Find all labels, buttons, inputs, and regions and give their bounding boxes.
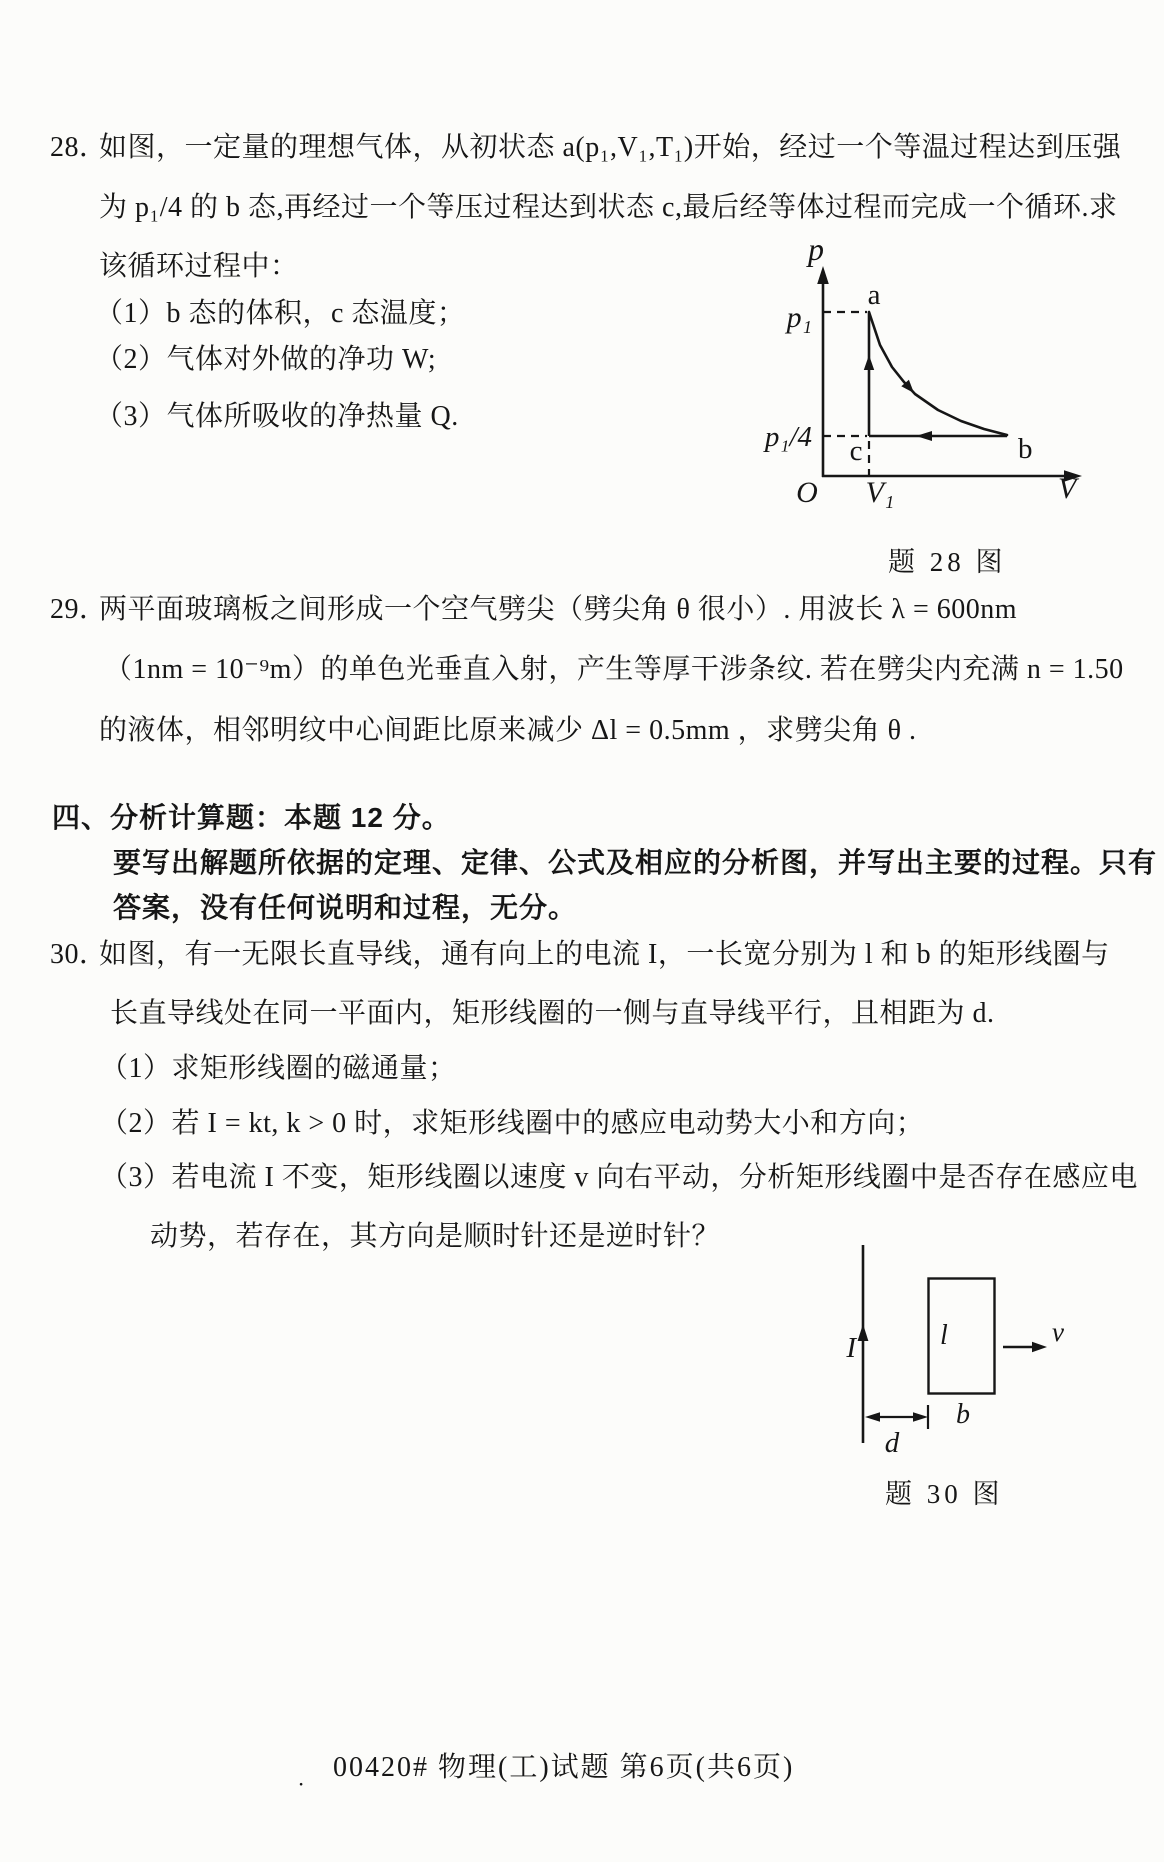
q28-line-2: 为 p₁/4 的 b 态,再经过一个等压过程达到状态 c,最后经等体过程而完成一个循环.求 <box>99 192 1118 223</box>
section4-note-1: 要写出解题所依据的定理、定律、公式及相应的分析图，并写出主要的过程。只有 <box>113 847 1158 878</box>
process-bc-arrowhead-icon <box>916 431 932 441</box>
q28-item-2: （2）气体对外做的净功 W; <box>95 344 437 375</box>
section4-heading: 四、分析计算题：本题 12 分。 <box>52 802 451 833</box>
q29-line-3: 的液体，相邻明纹中心间距比原来减少 Δl = 0.5mm ，求劈尖角 θ . <box>99 715 917 746</box>
p-axis-arrowhead-icon <box>817 266 829 284</box>
current-arrowhead-icon <box>858 1324 869 1341</box>
state-a-label: a <box>867 279 881 311</box>
section4-note-2: 答案，没有任何说明和过程，无分。 <box>113 892 578 923</box>
q29-line-2: （1nm = 10⁻⁹m）的单色光垂直入射，产生等厚干涉条纹. 若在劈尖内充满 n = 1.50 <box>104 654 1124 685</box>
q30-item-3b: 动势，若存在，其方向是顺时针还是逆时针？ <box>150 1221 721 1252</box>
p-axis-label: p <box>808 231 824 267</box>
q30-item-3a: （3）若电流 I 不变，矩形线圈以速度 v 向右平动，分析矩形线圈中是否存在感应电 <box>100 1162 1138 1193</box>
v-axis-label: V <box>1058 472 1077 505</box>
coil-width-label: b <box>956 1399 970 1430</box>
distance-label: d <box>884 1427 900 1459</box>
fig28-caption: 题 28 图 <box>888 547 1007 577</box>
coil-length-label: l <box>940 1320 948 1351</box>
q28-line-1: 如图，一定量的理想气体，从初状态 a(p₁,V₁,T₁)开始，经过一个等温过程达到压强 <box>99 132 1122 163</box>
q28-number: 28． <box>50 132 108 163</box>
footer-stray-mark: ． <box>298 1768 318 1790</box>
state-c-label: c <box>849 435 863 467</box>
distance-left-arrowhead-icon <box>865 1412 880 1422</box>
state-b-label: b <box>1018 433 1033 465</box>
q29-line-1: 两平面玻璃板之间形成一个空气劈尖（劈尖角 θ 很小）. 用波长 λ = 600nm <box>99 594 1018 625</box>
page-footer: 00420# 物理(工)试题 第6页(共6页) <box>333 1752 795 1783</box>
p1-over4-tick-label: p₁/4 <box>764 421 812 453</box>
origin-label: O <box>796 476 818 509</box>
fig30-caption: 题 30 图 <box>885 1479 1004 1509</box>
p1-tick-label: p₁ <box>786 301 812 334</box>
q30-item-2: （2）若 I = kt, k > 0 时，求矩形线圈中的感应电动势大小和方向； <box>100 1108 925 1139</box>
pv-diagram <box>750 200 1095 515</box>
q30-line-2: 长直导线处在同一平面内，矩形线圈的一侧与直导线平行，且相距为 d. <box>110 998 995 1029</box>
velocity-label: v <box>1052 1317 1064 1347</box>
wire-coil-diagram <box>840 1240 1075 1475</box>
distance-right-arrowhead-icon <box>913 1412 928 1422</box>
q28-line-3: 该循环过程中： <box>99 251 299 282</box>
q28-item-1: （1）b 态的体积，c 态温度； <box>95 298 466 329</box>
rect-coil <box>929 1279 995 1394</box>
q30-item-1: （1）求矩形线圈的磁通量； <box>100 1053 457 1084</box>
isotherm-curve-ab <box>869 312 1007 435</box>
v1-tick-label: V₁ <box>865 476 895 509</box>
q29-number: 29． <box>50 594 108 625</box>
current-label: I <box>846 1332 856 1364</box>
q30-line-1: 如图，有一无限长直导线，通有向上的电流 I，一长宽分别为 l 和 b 的矩形线圈与 <box>99 939 1110 970</box>
process-ca-arrowhead-icon <box>864 355 874 370</box>
q28-item-3: （3）气体所吸收的净热量 Q. <box>95 401 459 432</box>
q30-number: 30． <box>50 939 108 970</box>
velocity-arrowhead-icon <box>1032 1342 1047 1352</box>
